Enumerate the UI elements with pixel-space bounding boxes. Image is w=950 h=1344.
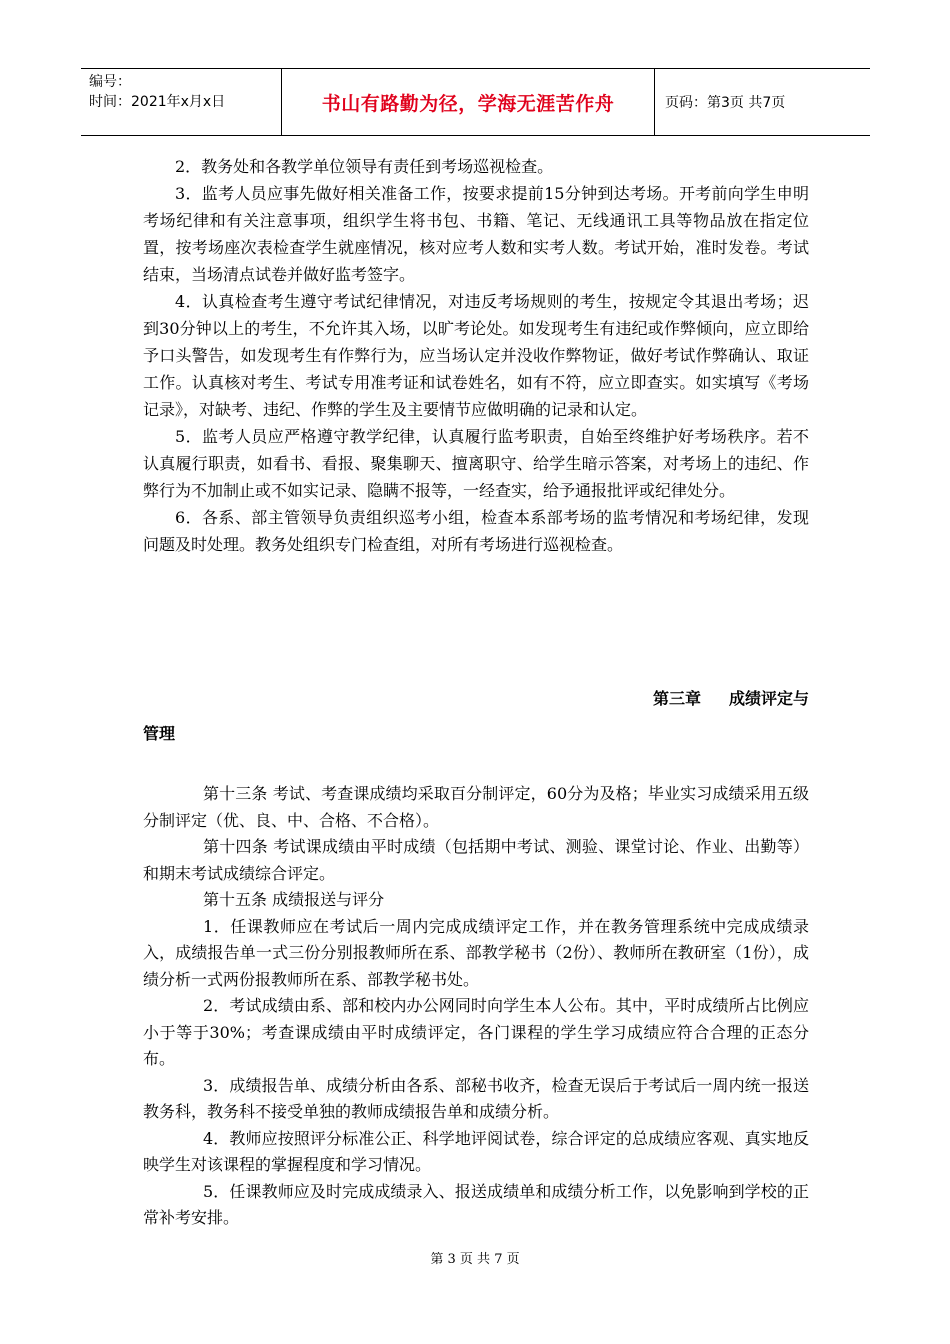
chapter-number: 第三章 [652,689,701,708]
header-motto: 书山有路勤为径，学海无涯苦作舟 [282,69,655,135]
chapter-heading [143,681,809,751]
page-header [81,68,870,136]
chapter-title-part1: 成绩评定与 [728,689,809,708]
article-13: 第十三条 考试、考查课成绩均采取百分制评定，60分为及格；毕业实习成绩采用五级分制评定（优、良、中、合格、不合格）。 [143,784,809,830]
header-time-label: 时间：2021年x月x日 [89,94,226,110]
paragraph: 6．各系、部主管领导负责组织巡考小组，检查本系部考场的监考情况和考场纪律，发现问题及时处理。教务处组织专门检查组，对所有考场进行巡视检查。 [143,508,809,554]
paragraph: 2．考试成绩由系、部和校内办公网同时向学生本人公布。其中，平时成绩所占比例应小于等于30%；考查课成绩由平时成绩评定，各门课程的学生学习成绩应符合合理的正态分布。 [143,996,809,1068]
article-15: 第十五条 成绩报送与评分 [203,890,385,909]
header-meta [81,69,282,135]
paragraph: 4．教师应按照评分标准公正、科学地评阅试卷，综合评定的总成绩应客观、真实地反映学生对该课程的掌握程度和学习情况。 [143,1128,809,1174]
body-section-1 [143,153,809,558]
chapter-title-part2: 管理 [143,724,176,743]
header-number-label: 编号： [89,74,131,90]
paragraph: 3．成绩报告单、成绩分析由各系、部秘书收齐，检查无误后于考试后一周内统一报送教务科，教务科不接受单独的教师成绩报告单和成绩分析。 [143,1075,809,1121]
paragraph: 4．认真检查考生遵守考试纪律情况，对违反考场规则的考生，按规定令其退出考场；迟到30分钟以上的考生，不允许其入场，以旷考论处。如发现考生有违纪或作弊倾向，应立即给予口头警告，如发现考生有作弊行为，应当场认定并没收作弊物证，做好考试作弊确认、取证工作。认真核对考生、考试专用准考证和试卷姓名，如有不符，应立即查实。如实填写《考场记录》，对缺考、违纪、作弊的学生及主要情节应做明确的记录和认定。 [143,292,809,419]
article-14: 第十四条 考试课成绩由平时成绩（包括期中考试、测验、课堂讨论、作业、出勤等）和期末考试成绩综合评定。 [143,837,809,883]
page-footer: 第 3 页 共 7 页 [430,1252,520,1267]
paragraph: 5．监考人员应严格遵守教学纪律，认真履行监考职责，自始至终维护好考场秩序。若不认真履行职责，如看书、看报、聚集聊天、擅离职守、给学生暗示答案，对考场上的违纪、作弊行为不加制止或不如实记录、隐瞒不报等，一经查实，给予通报批评或纪律处分。 [143,427,809,500]
paragraph: 1．任课教师应在考试后一周内完成成绩评定工作，并在教务管理系统中完成成绩录入，成绩报告单一式三份分别报教师所在系、部教学秘书（2份）、教师所在教研室（1份），成绩分析一式两份报教师所在系、部教学秘书处。 [143,916,809,989]
body-section-2 [143,781,809,1232]
paragraph: 5．任课教师应及时完成成绩录入、报送成绩单和成绩分析工作，以免影响到学校的正常补考安排。 [143,1181,809,1227]
paragraph: 3．监考人员应事先做好相关准备工作，按要求提前15分钟到达考场。开考前向学生申明考场纪律和有关注意事项，组织学生将书包、书籍、笔记、无线通讯工具等物品放在指定位置，按考场座次表检查学生就座情况，核对应考人数和实考人数。考试开始，准时发卷。考试结束，当场清点试卷并做好监考签字。 [143,184,809,284]
paragraph: 2．教务处和各教学单位领导有责任到考场巡视检查。 [175,157,554,176]
header-page-info: 页码：第3页 共7页 [665,95,786,111]
